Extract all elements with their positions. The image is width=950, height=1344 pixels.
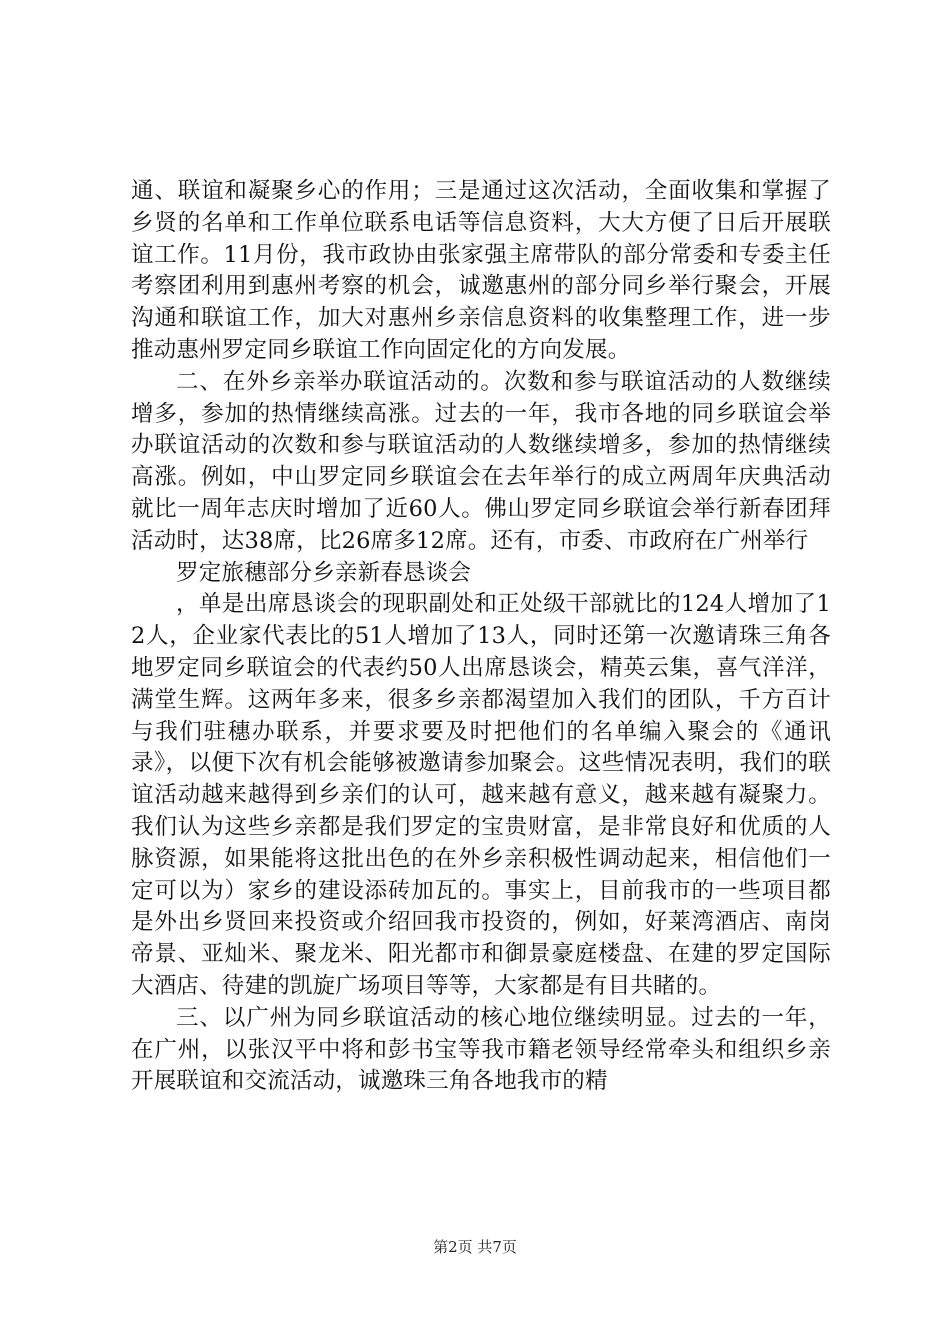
paragraph-1: 通、联谊和凝聚乡心的作用；三是通过这次活动，全面收集和掌握了乡贤的名单和工作单位联系电话等信息资料，大大方便了日后开展联谊工作。11月份，我市政协由张家强主席带队的部分常委和专委主任考察团利用到惠州考察的机会，诚邀惠州的部分同乡举行聚会，开展沟通和联谊工作，加大对惠州乡亲信息资料的收集整理工作，进一步推动惠州罗定同乡联谊工作向固定化的方向发展。 xyxy=(131,178,831,363)
paragraph-2: 二、在外乡亲举办联谊活动的。次数和参与联谊活动的人数继续增多，参加的热情继续高涨。过去的一年，我市各地的同乡联谊会举办联谊活动的次数和参与联谊活动的人数继续增多，参加的热情继续高涨。例如，中山罗定同乡联谊会在去年举行的成立两周年庆典活动就比一周年志庆时增加了近60人。佛山罗定同乡联谊会举行新春团拜活动时，达38席，比26席多12席。还有，市委、市政府在广州举行 xyxy=(131,368,831,554)
page-footer xyxy=(0,1237,950,1257)
paragraph-5: 三、以广州为同乡联谊活动的核心地位继续明显。过去的一年，在广州，以张汉平中将和彭书宝等我市籍老领导经常牵头和组织乡亲开展联谊和交流活动，诚邀珠三角各地我市的精 xyxy=(131,1004,831,1095)
page-number-label: 第2页 共7页 xyxy=(433,1238,517,1256)
paragraph-4: ，单是出席恳谈会的现职副处和正处级干部就比的124人增加了12人，企业家代表比的51人增加了13人，同时还第一次邀请珠三角各地罗定同乡联谊会的代表约50人出席恳谈会，精英云集，喜气洋洋，满堂生辉。这两年多来，很多乡亲都渴望加入我们的团队，千方百计与我们驻穗办联系，并要求要及时把他们的名单编入聚会的《通讯录》，以便下次有机会能够被邀请参加聚会。这些情况表明，我们的联谊活动越来越得到乡亲们的认可，越来越有意义，越来越有凝聚力。我们认为这些乡亲都是我们罗定的宝贵财富，是非常良好和优质的人脉资源，如果能将这批出色的在外乡亲积极性调动起来，相信他们一定可以为）家乡的建设添砖加瓦的。事实上，目前我市的一些项目都是外出乡贤回来投资或介绍回我市投资的，例如，好莱湾酒店、南岗帝景、亚灿米、聚龙米、阳光都市和御景豪庭楼盘、在建的罗定国际大酒店、待建的凯旋广场项目等等，大家都是有目共睹的。 xyxy=(131,591,831,999)
document-body xyxy=(131,176,831,1098)
paragraph-3: 罗定旅穗部分乡亲新春恳谈会 xyxy=(176,559,472,586)
